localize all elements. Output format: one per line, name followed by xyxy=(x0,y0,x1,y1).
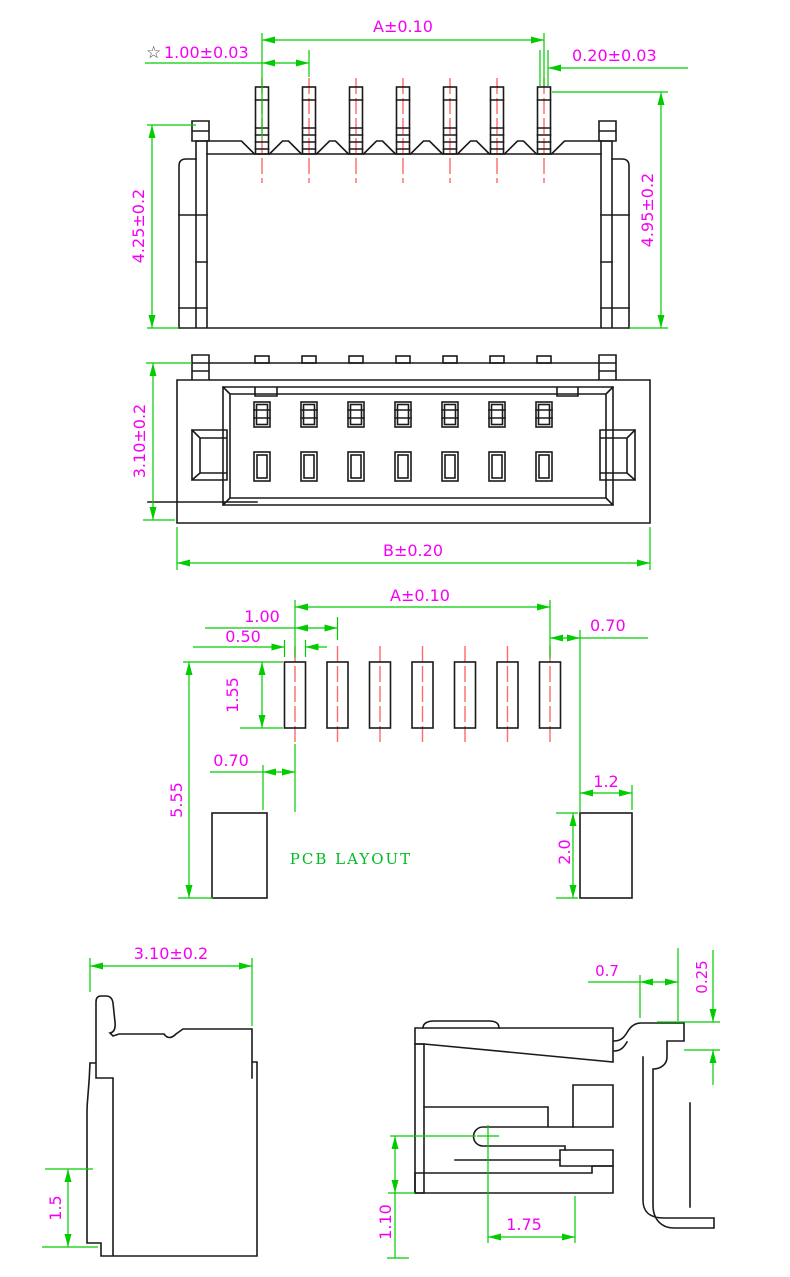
pcb-pads xyxy=(285,646,561,744)
top-edge-tab xyxy=(255,356,269,363)
upper-slot-inner xyxy=(398,405,409,425)
top-edge-tab xyxy=(302,356,316,363)
upper-slot-inner xyxy=(539,405,550,425)
dim-side-foot-label: 1.5 xyxy=(46,1195,65,1221)
dim-pcb-pad-height-label: 1.55 xyxy=(223,677,242,713)
lower-slot-inner xyxy=(304,455,314,478)
top-edge-tab xyxy=(490,356,504,363)
dim-depth-label: 3.10±0.2 xyxy=(130,403,149,479)
lower-slot-inner xyxy=(398,455,408,478)
top-edge-tab xyxy=(537,356,551,363)
dim-corner-pad-height-label: 2.0 xyxy=(555,839,574,865)
star-mark: ☆ xyxy=(146,43,162,63)
section-left-wall xyxy=(415,1044,424,1193)
dim-total-height-label: 4.95±0.2 xyxy=(638,172,657,248)
side-dimensions xyxy=(42,944,252,1247)
dim-pcb-right-offset-label: 0.70 xyxy=(590,616,626,635)
pcb-layout-view xyxy=(167,586,648,898)
dim-pin-width-label: 0.20±0.03 xyxy=(572,46,657,65)
dim-pcb-total-height-label: 5.55 xyxy=(167,782,186,818)
dim-pitch-label: 1.00±0.03 xyxy=(164,43,249,62)
dim-section-lip-label: 0.25 xyxy=(693,960,711,994)
lower-slot-inner xyxy=(492,455,502,478)
lower-slot-inner xyxy=(351,455,361,478)
top-edge-tab xyxy=(443,356,457,363)
dim-section-center-height-label: 1.10 xyxy=(376,1204,395,1240)
dim-section-top-offset-label: 0.7 xyxy=(595,962,619,980)
front-outline xyxy=(179,121,629,328)
upper-slot-inner xyxy=(304,405,315,425)
dim-body-height-label: 4.25±0.2 xyxy=(129,188,148,264)
lower-slot-inner xyxy=(257,455,267,478)
top-edge-tab xyxy=(396,356,410,363)
front-dimensions xyxy=(129,17,688,328)
lower-slot-inner xyxy=(445,455,455,478)
section-body xyxy=(415,1021,714,1228)
section-dimensions xyxy=(376,948,720,1258)
dim-section-slot-depth-label: 1.75 xyxy=(506,1215,542,1234)
dim-pcb-a-label: A±0.10 xyxy=(390,586,450,605)
section-right-block-lower xyxy=(560,1150,613,1166)
dim-corner-pad-width-label: 1.2 xyxy=(593,772,619,791)
upper-slot-inner xyxy=(351,405,362,425)
pcb-dimensions xyxy=(167,586,648,898)
section-view xyxy=(376,948,720,1258)
front-view xyxy=(129,17,688,328)
upper-slot-inner xyxy=(257,405,268,425)
front-ears xyxy=(179,159,629,328)
dim-a-label: A±0.10 xyxy=(373,17,433,36)
dim-b-label: B±0.20 xyxy=(382,541,444,560)
pcb-layout-caption: PCB LAYOUT xyxy=(289,850,413,868)
section-cavity-lines xyxy=(424,1107,573,1160)
section-contact xyxy=(614,1023,714,1228)
section-right-block-upper xyxy=(573,1085,613,1127)
top-slots xyxy=(254,356,552,481)
front-top-profile xyxy=(207,141,601,154)
top-edge-tab xyxy=(349,356,363,363)
upper-slot-inner xyxy=(445,405,456,425)
pcb-corner-pad-left xyxy=(212,813,267,898)
pcb-corner-pad-right xyxy=(580,813,632,898)
side-outline xyxy=(87,996,257,1256)
section-bottom-wall xyxy=(415,1166,613,1193)
upper-slot-inner xyxy=(492,405,503,425)
top-view xyxy=(130,355,650,570)
front-pins xyxy=(256,78,551,183)
dim-pcb-pad-width-label: 0.50 xyxy=(225,627,261,646)
dim-pcb-left-offset-label: 0.70 xyxy=(213,751,249,770)
dim-side-width-label: 3.10±0.2 xyxy=(133,944,209,963)
section-top-wall xyxy=(415,1028,613,1062)
dim-pcb-pitch-label: 1.00 xyxy=(244,607,280,626)
side-view xyxy=(42,944,257,1256)
front-flange-ticks xyxy=(179,215,629,308)
lower-slot-inner xyxy=(539,455,549,478)
top-outline xyxy=(148,355,650,523)
section-top-bump xyxy=(423,1021,499,1028)
